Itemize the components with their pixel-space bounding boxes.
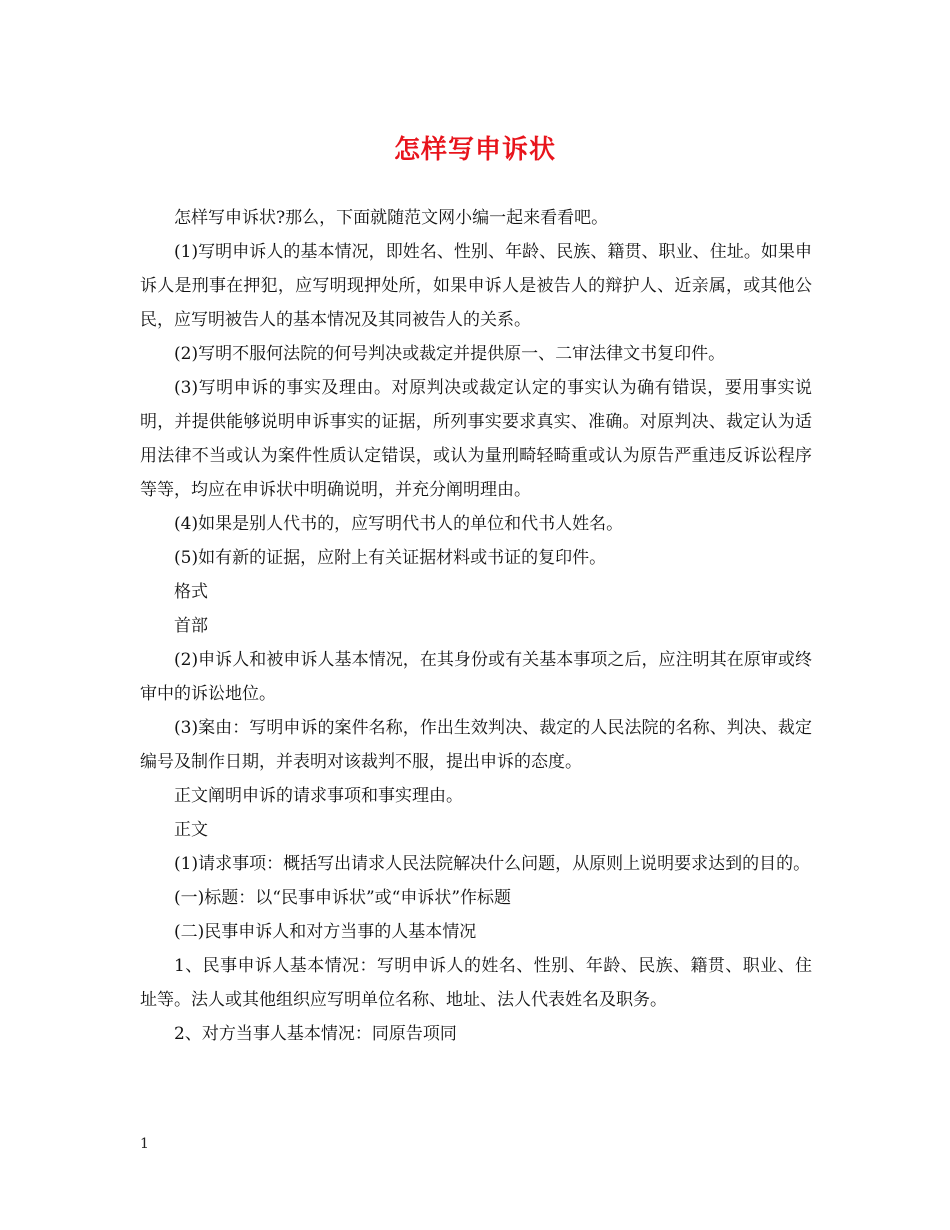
paragraph-item-1: (1)写明申诉人的基本情况，即姓名、性别、年龄、民族、籍贯、职业、住址。如果申诉人是刑事在押犯，应写明现押处所，如果申诉人是被告人的辩护人、近亲属，或其他公民，应写明被告人的基本情况及其同被告人的关系。 <box>140 242 812 330</box>
paragraph-title-rule: (一)标题：以“民事申诉状”或“申诉状”作标题 <box>174 888 512 908</box>
paragraph-parties: (二)民事申诉人和对方当事的人基本情况 <box>174 922 477 942</box>
document-title: 怎样写申诉状 <box>393 135 556 165</box>
paragraph-body-summary: 正文阐明申诉的请求事项和事实理由。 <box>174 786 463 806</box>
page-number: 1 <box>140 1136 149 1152</box>
paragraph-item-3: (3)写明申诉的事实及理由。对原判决或裁定认定的事实认为确有错误，要用事实说明，并提供能够说明申诉事实的证据，所列事实要求真实、准确。对原判决、裁定认为适用法律不当或认为案件性质认定错误，或认为量刑畸轻畸重或认为原告严重违反诉讼程序等等，均应在申诉状中明确说明，并充分阐明理由。 <box>140 378 812 500</box>
paragraph-item-5: (5)如有新的证据，应附上有关证据材料或书证的复印件。 <box>174 548 607 568</box>
paragraph-item-2: (2)写明不服何法院的何号判决或裁定并提供原一、二审法律文书复印件。 <box>174 344 726 364</box>
paragraph-header-3: (3)案由：写明申诉的案件名称，作出生效判决、裁定的人民法院的名称、判决、裁定编号及制作日期，并表明对该裁判不服，提出申诉的态度。 <box>140 718 812 772</box>
document-body <box>140 201 812 1051</box>
heading-header-section: 首部 <box>174 616 208 636</box>
heading-format: 格式 <box>174 582 208 602</box>
paragraph-appellant-info: 1、民事申诉人基本情况：写明申诉人的姓名、性别、年龄、民族、籍贯、职业、住址等。法人或其他组织应写明单位名称、地址、法人代表姓名及职务。 <box>140 956 812 1010</box>
paragraph-request: (1)请求事项：概括写出请求人民法院解决什么问题，从原则上说明要求达到的目的。 <box>174 854 811 874</box>
heading-body-section: 正文 <box>174 820 208 840</box>
paragraph-header-2: (2)申诉人和被申诉人基本情况，在其身份或有关基本事项之后，应注明其在原审或终审中的诉讼地位。 <box>140 650 812 704</box>
paragraph-opponent-info: 2、对方当事人基本情况：同原告项同 <box>174 1024 457 1044</box>
paragraph-intro: 怎样写申诉状?那么，下面就随范文网小编一起来看看吧。 <box>174 208 609 228</box>
paragraph-item-4: (4)如果是别人代书的，应写明代书人的单位和代书人姓名。 <box>174 514 624 534</box>
